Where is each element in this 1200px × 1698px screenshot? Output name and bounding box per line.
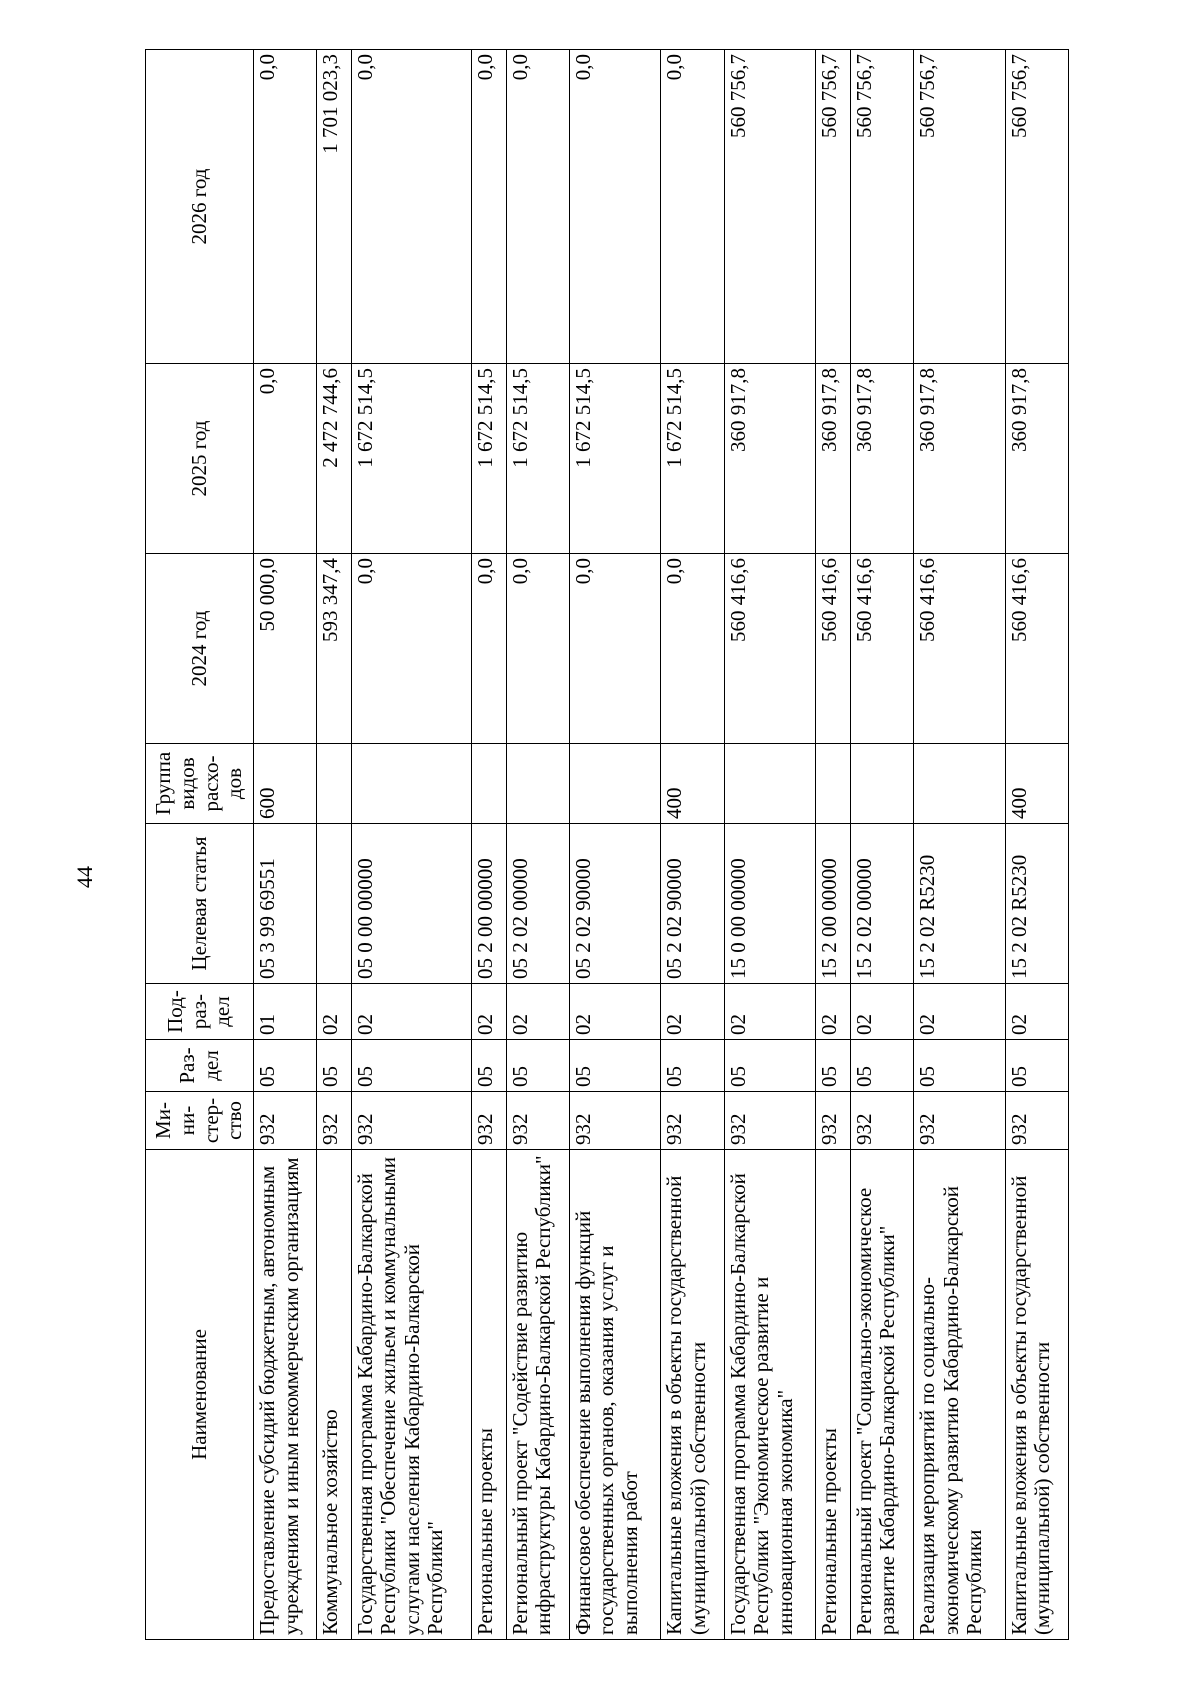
header-2025: 2025 год — [146, 364, 254, 554]
header-section: Раз-дел — [146, 1040, 254, 1092]
cell-name: Региональный проект "Социально-экономическое развитие Кабардино-Балкарской Республики" — [850, 1150, 913, 1640]
cell-group — [569, 744, 661, 824]
cell-ministry: 932 — [914, 1092, 1006, 1150]
cell-ministry: 932 — [569, 1092, 661, 1150]
cell-y2025: 1 672 514,5 — [506, 364, 569, 554]
cell-target: 05 0 00 00000 — [351, 824, 471, 984]
cell-group — [351, 744, 471, 824]
cell-y2024: 560 416,6 — [914, 554, 1006, 744]
cell-section: 05 — [317, 1040, 352, 1092]
cell-ministry: 932 — [351, 1092, 471, 1150]
cell-y2026: 560 756,7 — [914, 50, 1006, 364]
table-row — [724, 50, 816, 1640]
cell-section: 05 — [914, 1040, 1006, 1092]
table-row — [351, 50, 471, 1640]
cell-name: Региональный проект "Содействие развитию инфраструктуры Кабардино-Балкарской Республики" — [506, 1150, 569, 1640]
cell-y2025: 360 917,8 — [1005, 364, 1068, 554]
cell-y2026: 560 756,7 — [816, 50, 851, 364]
table-row — [850, 50, 913, 1640]
cell-group — [914, 744, 1006, 824]
cell-subsection: 02 — [816, 984, 851, 1040]
cell-y2024: 0,0 — [661, 554, 724, 744]
cell-y2025: 2 472 744,6 — [317, 364, 352, 554]
cell-subsection: 02 — [472, 984, 507, 1040]
cell-subsection: 02 — [1005, 984, 1068, 1040]
cell-y2024: 560 416,6 — [816, 554, 851, 744]
header-subsection: Под-раз-дел — [146, 984, 254, 1040]
cell-y2025: 1 672 514,5 — [569, 364, 661, 554]
cell-target: 15 2 02 R5230 — [914, 824, 1006, 984]
cell-y2026: 560 756,7 — [724, 50, 816, 364]
header-target: Целевая статья — [146, 824, 254, 984]
cell-ministry: 932 — [506, 1092, 569, 1150]
table-row — [506, 50, 569, 1640]
cell-group — [724, 744, 816, 824]
cell-section: 05 — [724, 1040, 816, 1092]
cell-y2025: 1 672 514,5 — [472, 364, 507, 554]
cell-y2026: 0,0 — [661, 50, 724, 364]
budget-table-rotated — [145, 50, 1069, 1640]
table-row — [254, 50, 317, 1640]
cell-group: 600 — [254, 744, 317, 824]
cell-y2026: 1 701 023,3 — [317, 50, 352, 364]
cell-target: 05 3 99 69551 — [254, 824, 317, 984]
cell-y2026: 560 756,7 — [1005, 50, 1068, 364]
cell-subsection: 02 — [317, 984, 352, 1040]
table-body — [254, 50, 1069, 1640]
cell-target: 05 2 02 90000 — [569, 824, 661, 984]
cell-section: 05 — [661, 1040, 724, 1092]
cell-y2024: 560 416,6 — [724, 554, 816, 744]
table-row — [661, 50, 724, 1640]
cell-y2025: 1 672 514,5 — [351, 364, 471, 554]
cell-ministry: 932 — [724, 1092, 816, 1150]
cell-ministry: 932 — [850, 1092, 913, 1150]
cell-subsection: 02 — [850, 984, 913, 1040]
cell-ministry: 932 — [816, 1092, 851, 1150]
cell-y2024: 0,0 — [472, 554, 507, 744]
cell-section: 05 — [850, 1040, 913, 1092]
cell-target: 05 2 00 00000 — [472, 824, 507, 984]
cell-target: 15 0 00 00000 — [724, 824, 816, 984]
cell-section: 05 — [472, 1040, 507, 1092]
table-header-row — [146, 50, 254, 1640]
cell-subsection: 02 — [724, 984, 816, 1040]
cell-y2025: 0,0 — [254, 364, 317, 554]
cell-y2024: 0,0 — [569, 554, 661, 744]
cell-y2026: 0,0 — [569, 50, 661, 364]
cell-y2026: 0,0 — [506, 50, 569, 364]
cell-y2024: 0,0 — [351, 554, 471, 744]
cell-group: 400 — [1005, 744, 1068, 824]
cell-name: Государственная программа Кабардино-Балкарской Республики "Экономическое развитие и инновационная экономика" — [724, 1150, 816, 1640]
cell-subsection: 02 — [661, 984, 724, 1040]
table-row — [1005, 50, 1068, 1640]
cell-name: Государственная программа Кабардино-Балкарской Республики "Обеспечение жильем и коммунальными услугами населения Кабардино-Балкарской Республики" — [351, 1150, 471, 1640]
table-row — [472, 50, 507, 1640]
cell-ministry: 932 — [254, 1092, 317, 1150]
cell-target — [317, 824, 352, 984]
cell-section: 05 — [351, 1040, 471, 1092]
cell-ministry: 932 — [472, 1092, 507, 1150]
cell-name: Финансовое обеспечение выполнения функций государственных органов, оказания услуг и выполнения работ — [569, 1150, 661, 1640]
cell-ministry: 932 — [1005, 1092, 1068, 1150]
cell-section: 05 — [1005, 1040, 1068, 1092]
cell-group — [816, 744, 851, 824]
header-2026: 2026 год — [146, 50, 254, 364]
header-name: Наименование — [146, 1150, 254, 1640]
page-number: 44 — [72, 866, 97, 888]
cell-y2026: 0,0 — [472, 50, 507, 364]
cell-name: Коммунальное хозяйство — [317, 1150, 352, 1640]
cell-subsection: 02 — [569, 984, 661, 1040]
cell-group: 400 — [661, 744, 724, 824]
cell-target: 05 2 02 00000 — [506, 824, 569, 984]
cell-y2024: 0,0 — [506, 554, 569, 744]
cell-y2024: 560 416,6 — [1005, 554, 1068, 744]
cell-subsection: 02 — [914, 984, 1006, 1040]
cell-group — [850, 744, 913, 824]
cell-group — [472, 744, 507, 824]
cell-name: Реализация мероприятий по социально-экономическому развитию Кабардино-Балкарской Республики — [914, 1150, 1006, 1640]
cell-section: 05 — [506, 1040, 569, 1092]
cell-ministry: 932 — [317, 1092, 352, 1150]
cell-group — [317, 744, 352, 824]
cell-target: 15 2 02 R5230 — [1005, 824, 1068, 984]
cell-section: 05 — [569, 1040, 661, 1092]
cell-subsection: 02 — [351, 984, 471, 1040]
header-group: Группа видов расхо-дов — [146, 744, 254, 824]
cell-subsection: 01 — [254, 984, 317, 1040]
cell-y2025: 360 917,8 — [724, 364, 816, 554]
table-row — [569, 50, 661, 1640]
cell-target: 15 2 02 00000 — [850, 824, 913, 984]
header-2024: 2024 год — [146, 554, 254, 744]
table-row — [914, 50, 1006, 1640]
cell-name: Региональные проекты — [816, 1150, 851, 1640]
cell-name: Предоставление субсидий бюджетным, автономным учреждениям и иным некоммерческим организациям — [254, 1150, 317, 1640]
table-row — [816, 50, 851, 1640]
cell-name: Капитальные вложения в объекты государственной (муниципальной) собственности — [661, 1150, 724, 1640]
cell-name: Капитальные вложения в объекты государственной (муниципальной) собственности — [1005, 1150, 1068, 1640]
cell-target: 05 2 02 90000 — [661, 824, 724, 984]
cell-y2025: 1 672 514,5 — [661, 364, 724, 554]
cell-y2026: 0,0 — [351, 50, 471, 364]
budget-table — [145, 49, 1069, 1640]
cell-y2024: 50 000,0 — [254, 554, 317, 744]
cell-subsection: 02 — [506, 984, 569, 1040]
cell-ministry: 932 — [661, 1092, 724, 1150]
cell-y2026: 0,0 — [254, 50, 317, 364]
cell-section: 05 — [254, 1040, 317, 1092]
cell-target: 15 2 00 00000 — [816, 824, 851, 984]
cell-y2025: 360 917,8 — [850, 364, 913, 554]
cell-y2026: 560 756,7 — [850, 50, 913, 364]
cell-y2024: 560 416,6 — [850, 554, 913, 744]
header-ministry: Ми-ни-стер-ство — [146, 1092, 254, 1150]
table-row — [317, 50, 352, 1640]
cell-name: Региональные проекты — [472, 1150, 507, 1640]
cell-group — [506, 744, 569, 824]
cell-y2025: 360 917,8 — [914, 364, 1006, 554]
cell-section: 05 — [816, 1040, 851, 1092]
cell-y2024: 593 347,4 — [317, 554, 352, 744]
cell-y2025: 360 917,8 — [816, 364, 851, 554]
